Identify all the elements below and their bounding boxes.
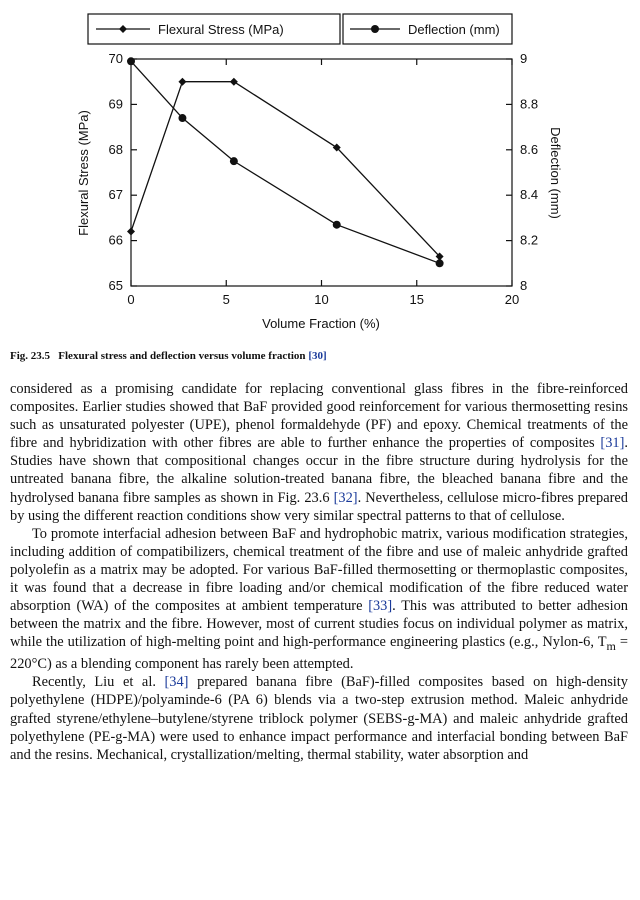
- y-tick-label: 70: [108, 51, 123, 66]
- deflection-point: [333, 221, 341, 229]
- x-tick-label: 20: [504, 292, 520, 307]
- y-axis-title: Flexural Stress (MPa): [76, 110, 91, 236]
- text-run: . Studies have shown that compositional changes occur in the fibre structure during hydrolysis for the untreated banana fibre, the alkaline solution-treated banana fibre, the bleached banana fibre and the hydrolysed banana fibre samples as shown in Fig. 23.6: [10, 435, 628, 506]
- caption-text: Flexural stress and deflection versus volume fraction: [58, 350, 306, 362]
- citation-link[interactable]: [34]: [164, 674, 189, 691]
- x-tick-label: 10: [314, 292, 329, 307]
- y-tick-label: 69: [108, 96, 123, 112]
- deflection-line: [131, 61, 440, 263]
- plot-frame: [131, 59, 512, 286]
- y-tick-label: 68: [108, 141, 123, 157]
- y2-tick-label: 8.4: [520, 187, 539, 203]
- paragraph: [10, 673, 628, 763]
- x-tick-label: 0: [127, 292, 135, 307]
- data-series: [127, 57, 444, 267]
- caption-label: Fig. 23.5: [10, 350, 51, 362]
- y2-tick-label: 8: [520, 278, 528, 293]
- y2-tick-label: 8.2: [520, 232, 539, 248]
- text-run: . Nevertheless, cellulose micro-fibres prepared by using the different reaction conditions show very similar spectral patterns to that of cellulose.: [10, 489, 628, 524]
- axis-ticks: [109, 51, 539, 307]
- y-tick-label: 67: [108, 187, 123, 203]
- figure-caption: [10, 350, 630, 362]
- flexural-stress-point: [178, 78, 186, 86]
- text-run: To promote interfacial adhesion between BaF and hydrophobic matrix, various modification strategies, including addition of compatibilizers, chemical treatment of the fibre and use of maleic anhydride grafted polyolefin as a matrix may be adopted. For various BaF-filled thermosetting or thermoplastic composites, it was found that a decrease in fibre loading and/or chemical modification of the fibre reduced water absorption (WA) of the composites at ambient temperature: [10, 525, 628, 615]
- y2-tick-label: 8.8: [520, 96, 539, 112]
- paragraph: [10, 380, 628, 525]
- body-text: [10, 380, 628, 764]
- text-run: Recently, Liu et al.: [32, 674, 165, 691]
- figure-chart: [0, 0, 640, 345]
- flexural-stress-point: [230, 78, 238, 86]
- flexural-stress-line: [131, 82, 440, 257]
- y-tick-label: 65: [108, 278, 123, 293]
- paragraph: [10, 525, 628, 674]
- text-run: = 220°C) as a blending component has rarely been attempted.: [10, 634, 628, 673]
- y2-tick-label: 8.6: [520, 141, 539, 157]
- legend: [88, 14, 512, 44]
- text-run: considered as a promising candidate for replacing conventional glass fibres in the fibre-reinforced composites. Earlier studies showed that BaF provided good reinforcement for various thermosetting resins such as unsaturated polyester (UPE), phenol formaldehyde (PF) and epoxy. Chemical treatments of the fibre and hybridization with other fibres are able to further enhance the properties of composites: [10, 381, 628, 452]
- x-axis-title: Volume Fraction (%): [262, 316, 380, 331]
- legend-label-deflection: Deflection (mm): [408, 22, 500, 37]
- deflection-point: [436, 259, 444, 267]
- x-tick-label: 5: [222, 292, 230, 307]
- caption-reference-link[interactable]: [30]: [308, 350, 327, 362]
- legend-marker-diamond: [119, 25, 127, 33]
- y-tick-label: 66: [108, 232, 123, 248]
- deflection-point: [230, 157, 238, 165]
- citation-link[interactable]: [32]: [333, 489, 358, 506]
- citation-link[interactable]: [31]: [600, 435, 625, 452]
- subscript: m: [606, 639, 616, 654]
- legend-marker-circle: [371, 25, 379, 33]
- deflection-point: [178, 114, 186, 122]
- y2-tick-label: 9: [520, 51, 528, 66]
- flexural-stress-point: [127, 228, 135, 236]
- y2-axis-title: Deflection (mm): [548, 127, 563, 219]
- deflection-point: [127, 57, 135, 65]
- x-tick-label: 15: [409, 292, 424, 307]
- text-run: prepared banana fibre (BaF)-filled composites based on high-density polyethylene (HDPE)/polyaminde-6 (PA 6) blends via a two-step extrusion method. Maleic anhydride grafted styrene/ethylene–butylene/styrene triblock polymer (SEBS-g-MA) and maleic anhydride grafted polyethylene (PE-g-MA) were used to enhance impact performance and interfacial bonding between BaF and the resins. Mechanical, crystallization/melting, thermal stability, water absorption and: [10, 674, 628, 763]
- text-run: . This was attributed to better adhesion between the matrix and the fibre. However, most of current studies focus on individual polymer as matrix, while the utilization of high-melting point and high-performance engineering plastics (e.g., Nylon-6, T: [10, 598, 628, 651]
- citation-link[interactable]: [33]: [368, 598, 393, 615]
- legend-label-flexural: Flexural Stress (MPa): [158, 22, 284, 37]
